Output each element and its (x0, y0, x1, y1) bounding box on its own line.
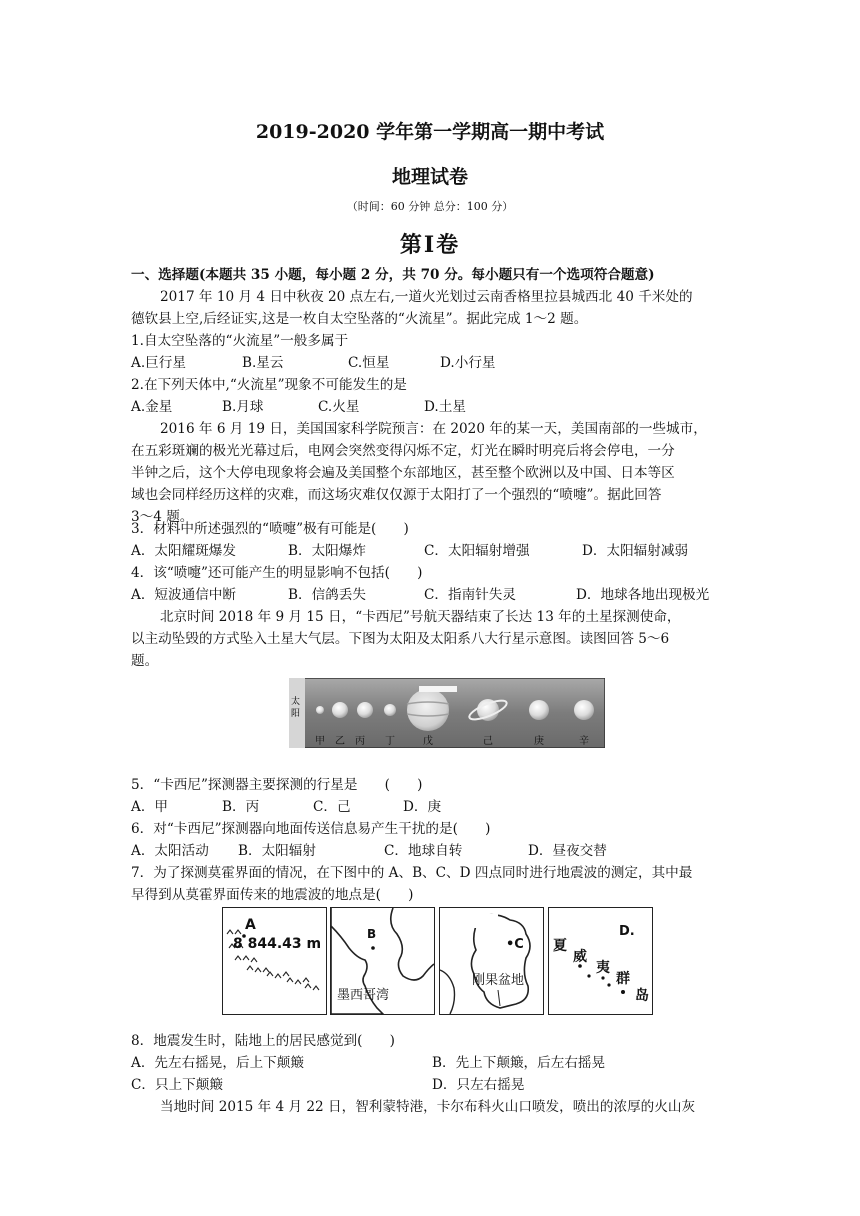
planet-label-ji: 己 (483, 736, 493, 747)
question-4-option-d[interactable]: D．地球各地出现极光 (576, 587, 710, 603)
passage-2-line-1: 2016 年 6 月 19 日，美国国家科学院预言：在 2020 年的某一天，美国南部的一些城市， (160, 421, 707, 437)
question-8-option-d[interactable]: D．只左右摇晃 (432, 1077, 525, 1093)
planet-earth (357, 702, 373, 718)
passage-4-line-1: 当地时间 2015 年 4 月 22 日，智利蒙特港，卡尔布科火山口喷发，喷出的浓厚的火山灰 (160, 1099, 696, 1115)
planet-mercury (316, 706, 324, 714)
planet-label-wu: 戊 (423, 736, 433, 747)
passage-1-line-2: 德钦县上空,后经证实,这是一枚自太空坠落的“火流星”。据此完成 1～2 题。 (131, 311, 588, 327)
planet-label-ding: 丁 (385, 736, 395, 747)
question-5-option-b[interactable]: B．丙 (222, 799, 260, 815)
planet-label-jia: 甲 (315, 736, 325, 747)
planet-mars (384, 704, 396, 716)
planet-neptune (574, 700, 594, 720)
map-a-point-label: A (245, 917, 256, 933)
map-c-mask (439, 914, 498, 928)
question-2-stem: 2.在下列天体中,“火流星”现象不可能发生的是 (131, 377, 407, 393)
question-4-option-c[interactable]: C．指南针失灵 (424, 587, 516, 603)
passage-3-line-1: 北京时间 2018 年 9 月 15 日，“卡西尼”号航天器结束了长达 13 年的土星探测使命， (160, 609, 681, 625)
sun-label-char-2: 阳 (291, 709, 301, 719)
map-d-point-label: D. (619, 924, 635, 939)
planet-label-geng: 庚 (534, 736, 544, 747)
question-2-option-b[interactable]: B.月球 (222, 399, 264, 415)
planet-label-yi: 乙 (335, 736, 345, 747)
question-3-option-a[interactable]: A．太阳耀斑爆发 (131, 543, 236, 559)
map-d-region-char-3: 夷 (596, 960, 610, 976)
question-7-stem-line-1: 7．为了探测莫霍界面的情况，在下图中的 A、B、C、D 四点同时进行地震波的测定，其中最 (131, 865, 693, 881)
passage-2-line-3: 半钟之后，这个大停电现象将会遍及美国整个东部地区，甚至整个欧洲以及中国、日本等区 (131, 465, 675, 481)
passage-1-line-1: 2017 年 10 月 4 日中秋夜 20 点左右,一道火光划过云南香格里拉县城西北 40 千米处的 (160, 289, 693, 305)
map-d-region-char-5: 岛 (635, 988, 649, 1004)
passage-2-line-4: 域也会同样经历这样的灾难，而这场灾难仅仅源于太阳打了一个强烈的“喷嚏”。据此回答 (131, 487, 662, 503)
map-d-region-char-1: 夏 (553, 938, 567, 954)
map-c-congo (439, 907, 544, 1015)
question-1-option-b[interactable]: B.星云 (242, 355, 284, 371)
map-b-gulf (330, 907, 435, 1015)
exam-time-note: （时间：60 分钟 总分：100 分） (346, 200, 514, 213)
exam-subtitle: 地理试卷 (391, 166, 468, 188)
question-5-stem: 5．“卡西尼”探测器主要探测的行星是 ( ) (131, 777, 423, 793)
question-6-option-b[interactable]: B．太阳辐射 (238, 843, 316, 859)
question-2-option-d[interactable]: D.土星 (424, 399, 466, 415)
question-1-option-c[interactable]: C.恒星 (348, 355, 390, 371)
map-c-region-label: 刚果盆地 (472, 973, 525, 988)
passage-3-line-3: 题。 (131, 653, 159, 669)
map-b-region-label: 墨西哥湾 (337, 988, 390, 1003)
question-6-stem: 6．对“卡西尼”探测器向地面传送信息易产生干扰的是( ) (131, 821, 491, 837)
planet-label-bing: 丙 (355, 736, 365, 747)
planet-uranus (529, 700, 549, 720)
question-4-option-a[interactable]: A．短波通信中断 (131, 587, 236, 603)
question-5-option-a[interactable]: A．甲 (131, 799, 169, 815)
question-8-stem: 8．地震发生时，陆地上的居民感觉到( ) (131, 1033, 395, 1049)
mountain-range-icon (223, 908, 326, 1014)
map-d-region-char-2: 威 (573, 949, 587, 965)
question-1-option-d[interactable]: D.小行星 (440, 355, 496, 371)
question-4-option-b[interactable]: B．信鸽丢失 (288, 587, 366, 603)
solar-system-figure (289, 678, 605, 748)
map-d-region-char-4: 群 (616, 971, 630, 987)
exam-title: 2019-2020 学年第一学期高一期中考试 (255, 121, 605, 143)
question-6-option-c[interactable]: C．地球自转 (384, 843, 463, 859)
sun-label-char-1: 太 (291, 697, 301, 707)
question-3-stem: 3．材料中所述强烈的“喷嚏”极有可能是( ) (131, 521, 409, 537)
question-5-option-d[interactable]: D．庚 (403, 799, 442, 815)
question-7-stem-line-2: 早得到从莫霍界面传来的地震波的地点是( ) (131, 887, 414, 903)
question-2-option-c[interactable]: C.火星 (318, 399, 360, 415)
section-heading: 一、选择题(本题共 35 小题，每小题 2 分，共 70 分。每小题只有一个选项符合题意) (131, 267, 655, 283)
question-5-option-c[interactable]: C．己 (313, 799, 351, 815)
map-c-point-label: •C (506, 937, 524, 952)
passage-2-line-2: 在五彩斑斓的极光光幕过后，电网会突然变得闪烁不定，灯光在瞬时明亮后将会停电，一分 (131, 443, 675, 459)
question-3-option-c[interactable]: C．太阳辐射增强 (424, 543, 530, 559)
passage-2-line-5: 3～4 题。 (131, 509, 194, 525)
question-1-option-a[interactable]: A.巨行星 (131, 355, 186, 371)
planet-jupiter (407, 689, 449, 731)
question-6-option-d[interactable]: D．昼夜交替 (528, 843, 607, 859)
map-a-elevation: 8 844.43 m (233, 936, 322, 952)
map-d-hawaii (548, 907, 653, 1015)
question-8-option-b[interactable]: B．先上下颠簸，后左右摇晃 (432, 1055, 606, 1071)
question-6-option-a[interactable]: A．太阳活动 (131, 843, 209, 859)
question-1-stem: 1.自太空坠落的“火流星”一般多属于 (131, 333, 349, 349)
question-3-option-b[interactable]: B．太阳爆炸 (288, 543, 366, 559)
planet-label-xin: 辛 (579, 736, 589, 747)
question-3-option-d[interactable]: D．太阳辐射减弱 (582, 543, 689, 559)
question-8-option-a[interactable]: A．先左右摇晃，后上下颠簸 (131, 1055, 304, 1071)
question-8-option-c[interactable]: C．只上下颠簸 (131, 1077, 223, 1093)
volume-heading: 第Ⅰ卷 (399, 232, 461, 258)
map-b-point-label: B (367, 927, 377, 941)
question-4-stem: 4．该“喷嚏”还可能产生的明显影响不包括( ) (131, 565, 423, 581)
planet-venus (332, 702, 348, 718)
map-a-everest (222, 907, 327, 1015)
question-2-option-a[interactable]: A.金星 (131, 399, 173, 415)
solar-system-diagram (289, 678, 605, 748)
passage-3-line-2: 以主动坠毁的方式坠入土星大气层。下图为太阳及太阳系八大行星示意图。读图回答 5～6 (131, 631, 670, 647)
